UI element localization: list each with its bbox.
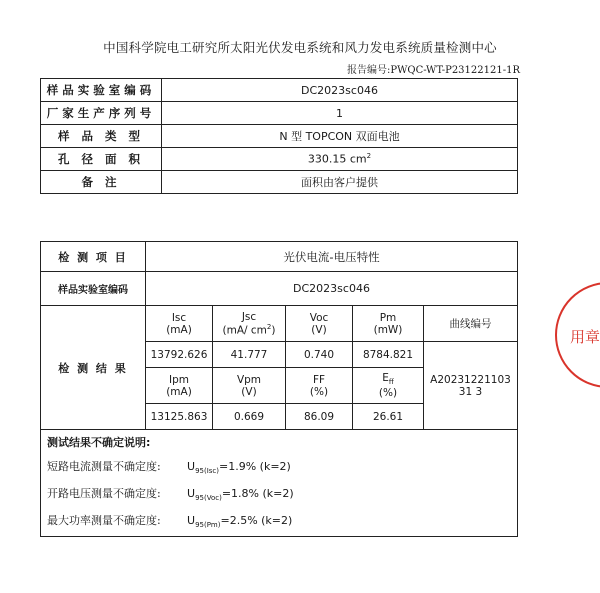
org-title: 中国科学院电工研究所太阳光伏发电系统和风力发电系统质量检测中心 [103, 40, 497, 55]
unit-sup: 2 [266, 322, 272, 331]
label-result: 检 测 结 果 [41, 306, 146, 430]
header-jsc [213, 306, 286, 342]
header-curve: 曲线编号 [424, 306, 518, 342]
value-eff: 26.61 [353, 404, 424, 430]
u-symbol: U [187, 460, 196, 473]
eff-sub: ff [388, 378, 394, 387]
value-ff: 86.09 [286, 404, 353, 430]
stamp-text: 用章 [570, 328, 600, 346]
eff-e: E [382, 372, 389, 385]
value-jsc: 41.777 [213, 342, 286, 368]
label-area: 孔 径 面 积 [41, 148, 162, 171]
uncertainty-label: 最大功率测量不确定度: [47, 514, 161, 528]
value-type: N 型 TOPCON 双面电池 [162, 125, 518, 148]
uncertainty-row-voc [47, 485, 517, 502]
uncertainty-row-isc [47, 458, 517, 475]
area-value: 330.15 cm [307, 152, 367, 166]
table-row [41, 148, 518, 171]
unit-end: ) [271, 324, 276, 337]
u-sub: 95(Voc) [195, 494, 222, 503]
header-name: Pm [379, 311, 397, 324]
label-lab-code-2: 样品实验室编码 [41, 272, 146, 306]
uncertainty-row-pm [47, 512, 517, 529]
header-unit: (mW) [373, 323, 403, 336]
table-row [41, 306, 518, 342]
value-isc: 13792.626 [146, 342, 213, 368]
table-row [41, 125, 518, 148]
value-remark: 面积由客户提供 [162, 171, 518, 194]
header-unit: (mA) [166, 323, 192, 336]
value-test-item: 光伏电流-电压特性 [146, 242, 518, 272]
value-area [162, 148, 518, 171]
value-serial: 1 [162, 102, 518, 125]
value-pm: 8784.821 [353, 342, 424, 368]
header-name [353, 372, 423, 386]
header-ff [286, 368, 353, 404]
header-ipm [146, 368, 213, 404]
header-name: Voc [309, 311, 329, 324]
unit-text: (mA/ cm [222, 324, 267, 337]
header-unit: (%) [309, 385, 329, 398]
uncertainty-label: 开路电压测量不确定度: [47, 487, 161, 501]
label-type: 样 品 类 型 [41, 125, 162, 148]
uncertainty-notes [41, 430, 518, 537]
header-voc [286, 306, 353, 342]
header-name: Isc [171, 311, 187, 324]
value-vpm: 0.669 [213, 404, 286, 430]
test-result-table [40, 241, 518, 537]
header-pm [353, 306, 424, 342]
header-unit: (V) [241, 385, 257, 398]
table-row [41, 102, 518, 125]
u-sub: 95(Pm) [195, 521, 221, 530]
header-name: Ipm [169, 373, 189, 386]
u-symbol: U [187, 514, 196, 528]
value-curve: A2023122110331 3 [424, 342, 518, 430]
header-eff [353, 368, 424, 404]
value-voc: 0.740 [286, 342, 353, 368]
uncertainty-label: 短路电流测量不确定度: [47, 460, 161, 473]
table-row [41, 79, 518, 102]
table-row [41, 171, 518, 194]
u-value: =1.9% (k=2) [219, 460, 291, 473]
label-lab-code: 样品实验室编码 [41, 79, 162, 102]
header-name: Vpm [236, 373, 262, 386]
u-symbol: U [187, 487, 196, 501]
u-sub: 95(Isc) [195, 467, 219, 476]
header-unit: (mA) [166, 385, 192, 398]
header-name: FF [312, 373, 326, 386]
label-serial: 厂家生产序列号 [41, 102, 162, 125]
header-unit: (%) [378, 386, 398, 399]
header-unit: (V) [311, 323, 327, 336]
header-unit [213, 323, 285, 337]
report-number: 报告编号:PWQC-WT-P23122121-1R [347, 65, 520, 76]
header-name: Jsc [241, 310, 257, 323]
value-lab-code-2: DC2023sc046 [146, 272, 518, 306]
table-row [41, 242, 518, 272]
header-isc [146, 306, 213, 342]
sample-info-table [40, 78, 518, 194]
label-remark: 备 注 [41, 171, 162, 194]
value-ipm: 13125.863 [146, 404, 213, 430]
header-vpm [213, 368, 286, 404]
value-lab-code: DC2023sc046 [162, 79, 518, 102]
label-test-item: 检 测 项 目 [41, 242, 146, 272]
table-row [41, 430, 518, 537]
uncertainty-title: 测试结果不确定说明: [47, 436, 151, 449]
u-value: =2.5% (k=2) [220, 514, 293, 528]
u-value: =1.8% (k=2) [221, 487, 294, 501]
table-row [41, 272, 518, 306]
area-sup: 2 [366, 152, 372, 161]
red-seal-stamp [548, 280, 600, 390]
